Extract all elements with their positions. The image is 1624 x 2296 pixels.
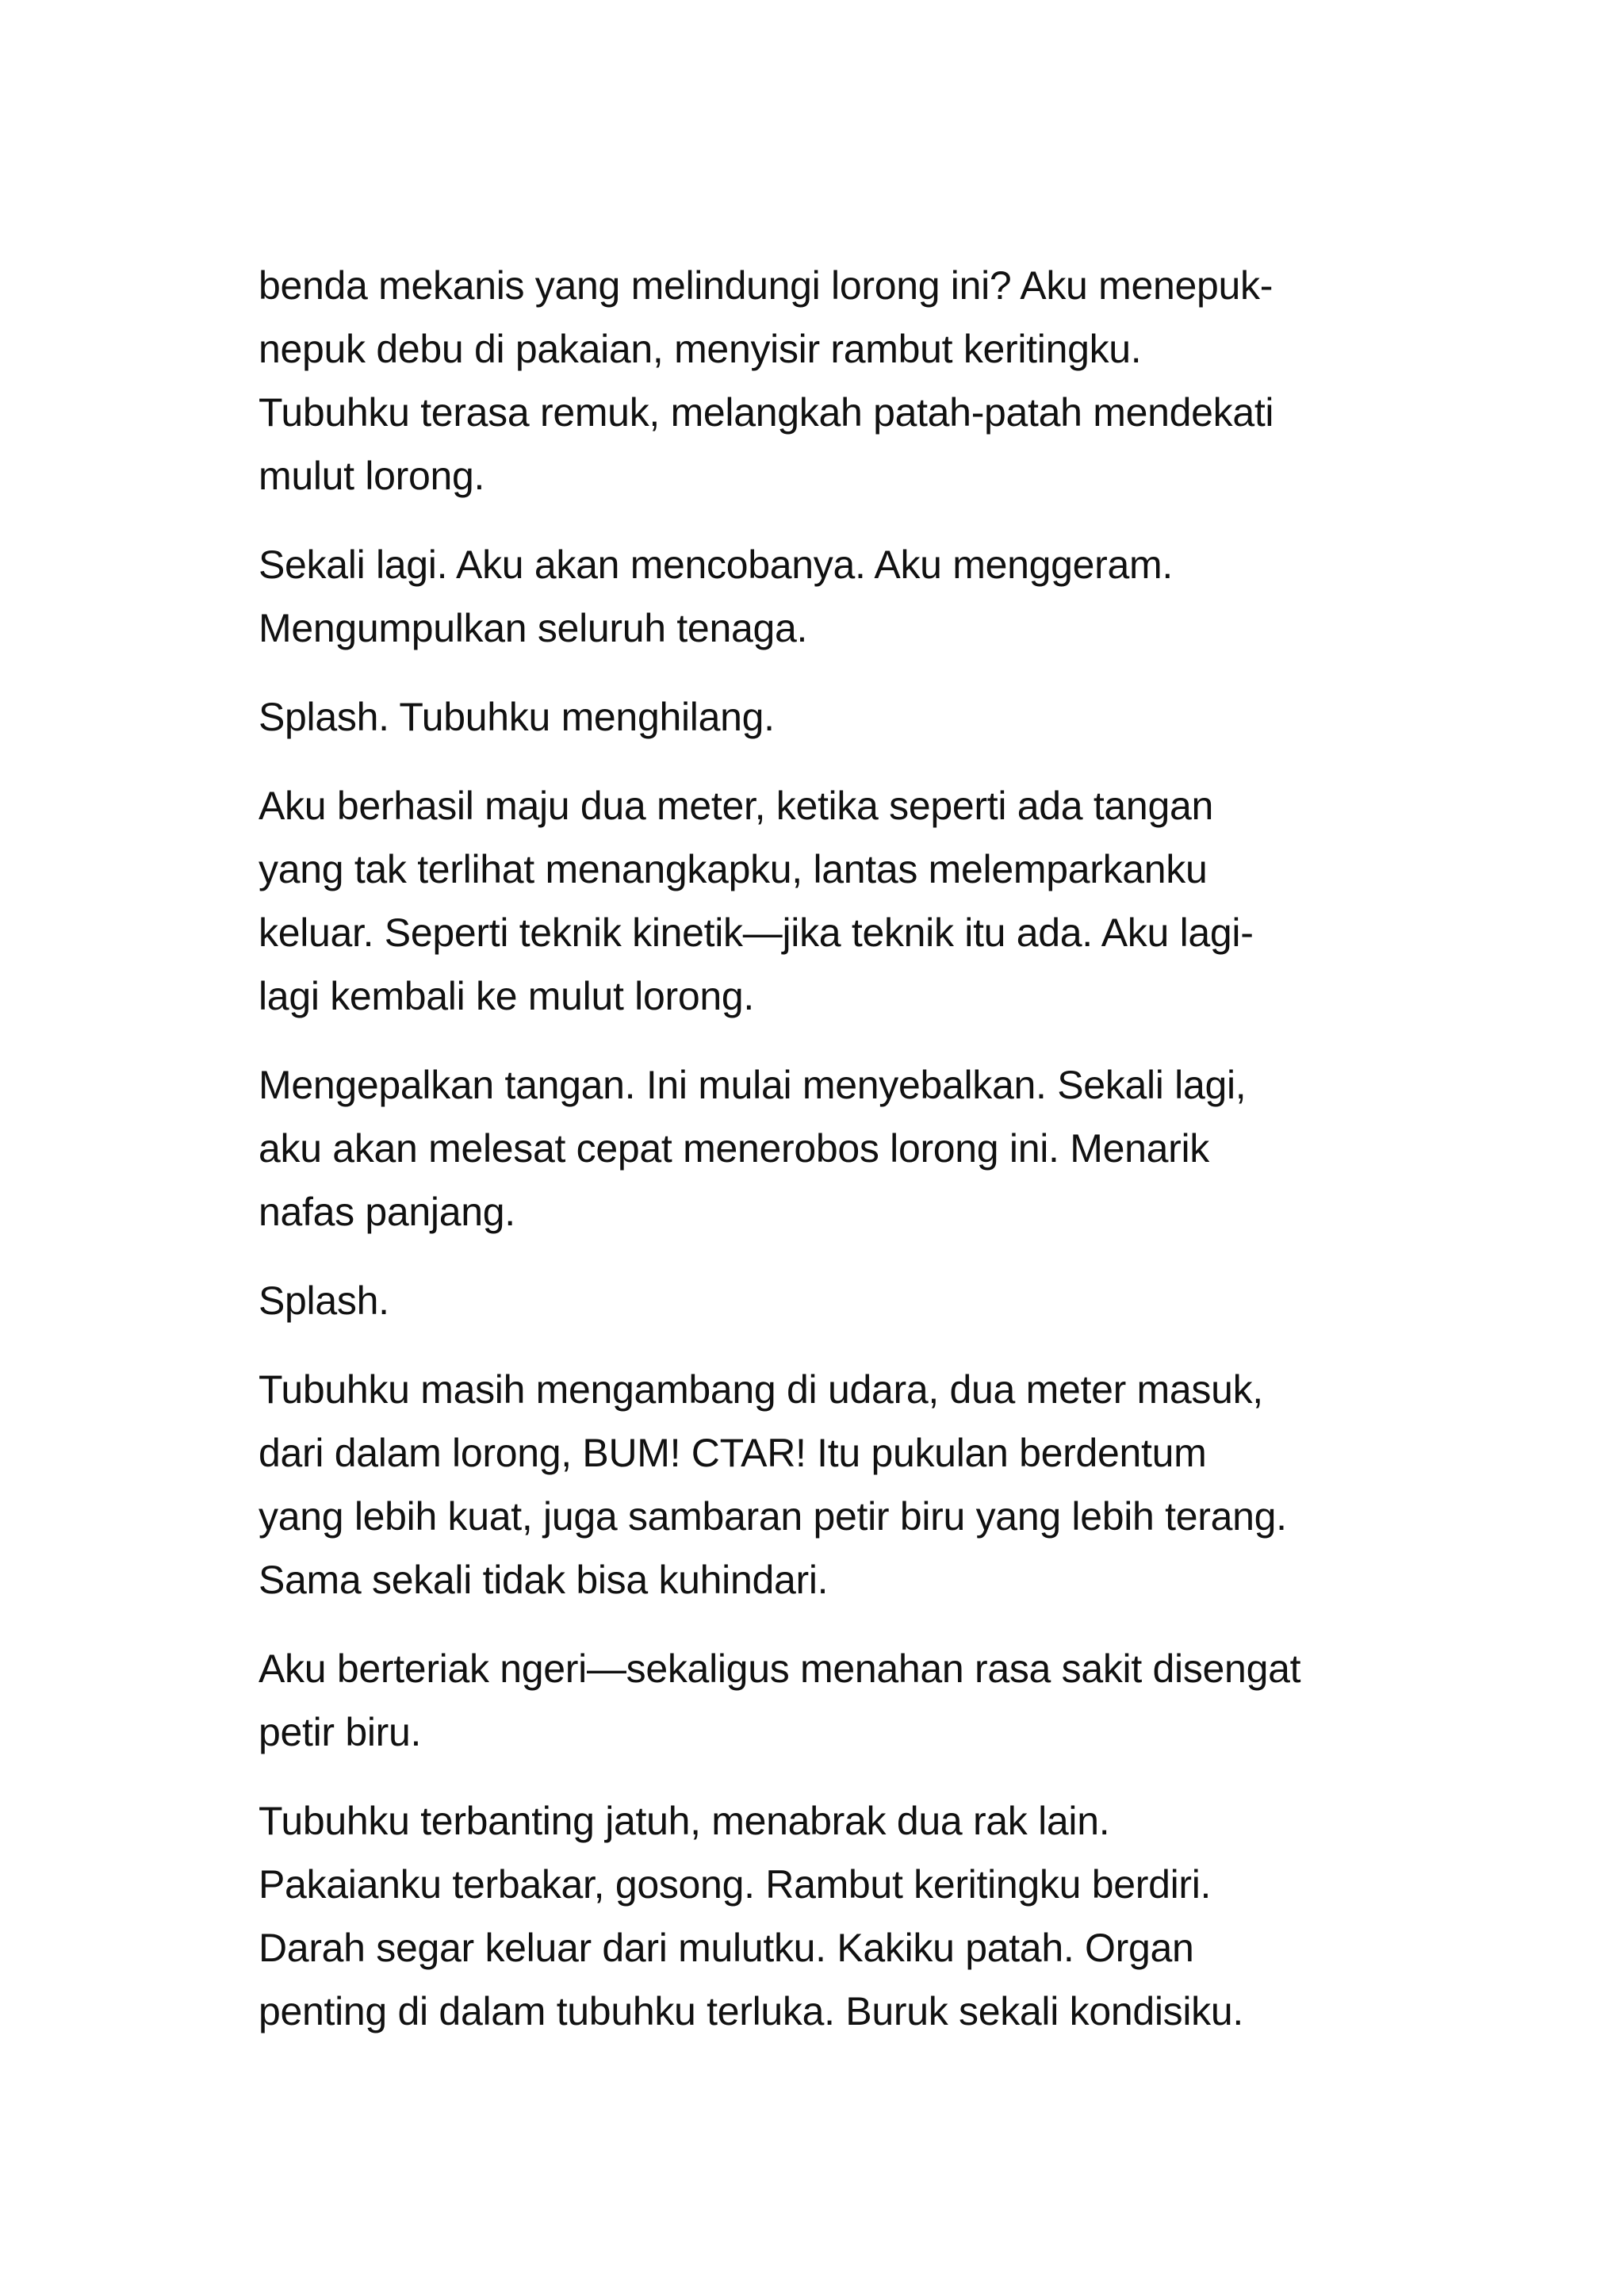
paragraph [259, 533, 1424, 660]
text-line: yang tak terlihat menangkapku, lantas melemparkanku [259, 847, 1208, 891]
paragraph [259, 1269, 1424, 1332]
text-line: Sekali lagi. Aku akan mencobanya. Aku menggeram. [259, 542, 1173, 587]
text-line: Splash. [259, 1278, 389, 1323]
text-line: dari dalam lorong, BUM! CTAR! Itu pukulan berdentum [259, 1431, 1207, 1475]
body-text [259, 254, 1424, 2068]
text-line: Mengepalkan tangan. Ini mulai menyebalkan. Sekali lagi, [259, 1063, 1247, 1107]
text-line: Tubuhku terbanting jatuh, menabrak dua rak lain. [259, 1799, 1110, 1843]
text-line: nafas panjang. [259, 1190, 515, 1234]
text-line: Pakaianku terbakar, gosong. Rambut keritingku berdiri. [259, 1862, 1212, 1907]
paragraph [259, 1637, 1424, 1764]
paragraph [259, 1053, 1424, 1244]
text-line: Splash. Tubuhku menghilang. [259, 695, 775, 739]
text-line: aku akan melesat cepat menerobos lorong ini. Menarik [259, 1126, 1209, 1171]
paragraph [259, 774, 1424, 1028]
paragraph [259, 254, 1424, 508]
text-line: benda mekanis yang melindungi lorong ini? Aku menepuk- [259, 263, 1274, 308]
text-line: lagi kembali ke mulut lorong. [259, 974, 754, 1018]
text-line: Tubuhku terasa remuk, melangkah patah-patah mendekati [259, 390, 1274, 435]
text-line: Darah segar keluar dari mulutku. Kakiku patah. Organ [259, 1926, 1194, 1970]
text-line: Aku berhasil maju dua meter, ketika seperti ada tangan [259, 784, 1213, 828]
text-line: penting di dalam tubuhku terluka. Buruk sekali kondisiku. [259, 1989, 1243, 2033]
text-line: Tubuhku masih mengambang di udara, dua meter masuk, [259, 1367, 1263, 1412]
text-line: keluar. Seperti teknik kinetik—jika teknik itu ada. Aku lagi- [259, 910, 1254, 955]
paragraph [259, 1789, 1424, 2043]
text-line: mulut lorong. [259, 454, 485, 498]
text-line: Mengumpulkan seluruh tenaga. [259, 606, 808, 650]
paragraph [259, 685, 1424, 749]
text-line: nepuk debu di pakaian, menyisir rambut keritingku. [259, 327, 1142, 371]
text-line: petir biru. [259, 1710, 422, 1754]
paragraph [259, 1358, 1424, 1612]
text-line: Sama sekali tidak bisa kuhindari. [259, 1558, 829, 1602]
text-line: yang lebih kuat, juga sambaran petir biru yang lebih terang. [259, 1494, 1287, 1539]
text-line: Aku berteriak ngeri—sekaligus menahan rasa sakit disengat [259, 1646, 1301, 1691]
